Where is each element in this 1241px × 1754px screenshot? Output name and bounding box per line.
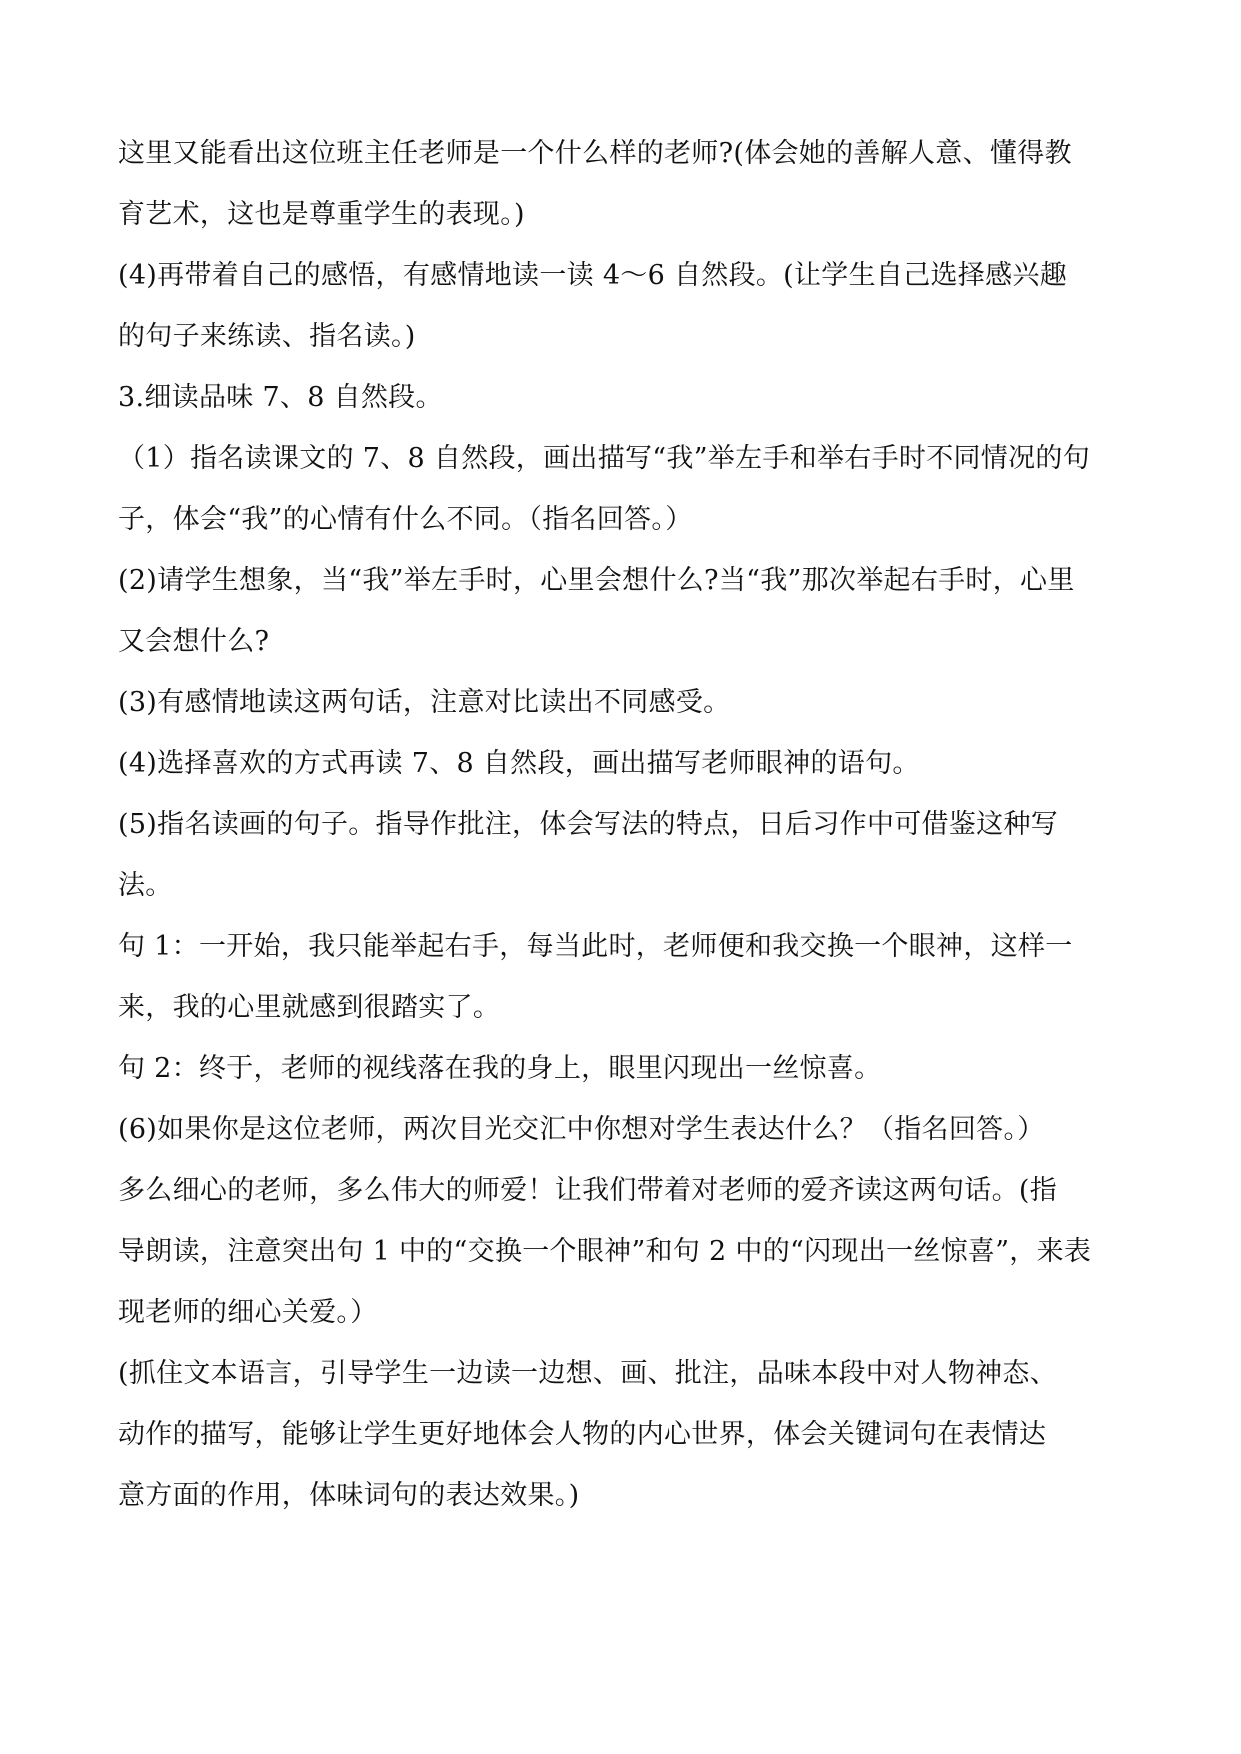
text-line: 多么细心的老师，多么伟大的师爱！让我们带着对老师的爱齐读这两句话。(指	[118, 1175, 1058, 1206]
text-line: 句 1：一开始，我只能举起右手，每当此时，老师便和我交换一个眼神，这样一	[118, 931, 1073, 962]
text-line: (2)请学生想象，当“我”举左手时，心里会想什么?当“我”那次举起右手时，心里	[118, 565, 1075, 596]
text-line: 的句子来练读、指名读。)	[118, 321, 416, 352]
text-line: 动作的描写，能够让学生更好地体会人物的内心世界，体会关键词句在表情达	[118, 1419, 1047, 1450]
text-line: (4)选择喜欢的方式再读 7、8 自然段，画出描写老师眼神的语句。	[118, 748, 920, 779]
text-line: 来，我的心里就感到很踏实了。	[118, 992, 501, 1023]
document-body	[118, 123, 1128, 1526]
text-line: (6)如果你是这位老师，两次目光交汇中你想对学生表达什么？（指名回答。）	[118, 1114, 1045, 1145]
text-line: (抓住文本语言，引导学生一边读一边想、画、批注，品味本段中对人物神态、	[118, 1358, 1058, 1389]
section-heading: 3.细读品味 7、8 自然段。	[118, 382, 443, 413]
text-line: (5)指名读画的句子。指导作批注，体会写法的特点，日后习作中可借鉴这种写	[118, 809, 1059, 840]
text-line: 导朗读，注意突出句 1 中的“交换一个眼神”和句 2 中的“闪现出一丝惊喜”，来表	[118, 1236, 1092, 1267]
text-line: 句 2：终于，老师的视线落在我的身上，眼里闪现出一丝惊喜。	[118, 1053, 882, 1084]
text-line: (4)再带着自己的感悟，有感情地读一读 4～6 自然段。(让学生自己选择感兴趣	[118, 260, 1067, 291]
text-line: 又会想什么?	[118, 626, 270, 657]
text-line: 子，体会“我”的心情有什么不同。（指名回答。）	[118, 504, 693, 535]
text-line: 这里又能看出这位班主任老师是一个什么样的老师?(体会她的善解人意、懂得教	[118, 138, 1072, 169]
text-line: 法。	[118, 870, 173, 901]
text-line: （1）指名读课文的 7、8 自然段，画出描写“我”举左手和举右手时不同情况的句	[118, 443, 1091, 474]
text-line: 现老师的细心关爱。）	[118, 1297, 378, 1328]
text-line: 育艺术，这也是尊重学生的表现。)	[118, 199, 525, 230]
text-line: (3)有感情地读这两句话，注意对比读出不同感受。	[118, 687, 731, 718]
text-line: 意方面的作用，体味词句的表达效果。)	[118, 1480, 580, 1511]
